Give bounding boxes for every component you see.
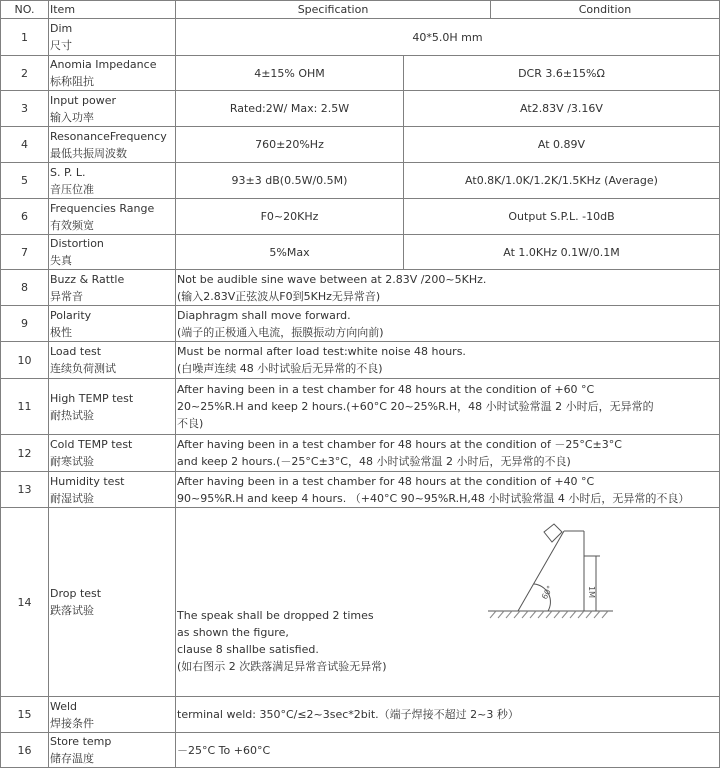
row-no: 1: [1, 19, 49, 56]
item-cn: 最低共振周波数: [50, 146, 127, 160]
row-item: [49, 19, 176, 56]
description-line: and keep 2 hours.(－25°C±3°C，48 小时试验常温 2 小时后，无异常的不良): [177, 455, 571, 468]
row-description: [176, 306, 720, 342]
description-line: Diaphragm shall move forward.: [177, 308, 351, 322]
item-cn: 跌落试验: [50, 604, 94, 617]
table-row: [1, 306, 720, 342]
description-line: (输入2.83V正弦波从F0到5KHz无异常音): [177, 289, 381, 303]
row-spec: 5%Max: [176, 235, 404, 270]
row-item: [49, 91, 176, 127]
item-cn: 连续负荷测试: [50, 362, 116, 375]
item-en: Frequencies Range: [50, 201, 155, 215]
row-no: 5: [1, 163, 49, 199]
description-line: Must be normal after load test:white noise 48 hours.: [177, 345, 466, 358]
table-row: [1, 199, 720, 235]
description-line: (端子的正极通入电流，振膜振动方向向前): [177, 325, 384, 339]
row-spec: 93±3 dB(0.5W/0.5M): [176, 163, 404, 199]
table-row: [1, 91, 720, 127]
row-item: [49, 733, 176, 768]
description-line: terminal weld: 350°C/≤2~3sec*2bit.（端子焊接不超过 2~3 秒）: [177, 708, 519, 721]
item-en: Buzz & Rattle: [50, 272, 125, 286]
row-no: 16: [1, 733, 49, 768]
row-item: [49, 270, 176, 306]
table-row: [1, 56, 720, 91]
table-row: [1, 342, 720, 379]
row-item: [49, 472, 176, 508]
header-item: Item: [49, 1, 176, 19]
row-condition: At2.83V /3.16V: [404, 91, 720, 127]
row-condition: DCR 3.6±15%Ω: [404, 56, 720, 91]
row-no: 11: [1, 379, 49, 435]
drop-test-text: [177, 607, 387, 675]
angle-label: 60°: [539, 584, 555, 601]
row-no: 14: [1, 508, 49, 697]
table-row: [1, 697, 720, 733]
table-row: [1, 127, 720, 163]
row-item: [49, 56, 176, 91]
description-line: The speak shall be dropped 2 times: [177, 609, 374, 622]
row-no: 4: [1, 127, 49, 163]
description-line: After having been in a test chamber for 48 hours at the condition of +40 °C: [177, 474, 595, 488]
row-item: [49, 235, 176, 270]
row-item: [49, 379, 176, 435]
row-description: [176, 733, 720, 768]
table-row: [1, 733, 720, 768]
description-line: Not be audible sine wave between at 2.83V /200~5KHz.: [177, 272, 487, 286]
row-description: [176, 508, 720, 697]
row-no: 6: [1, 199, 49, 235]
table-row: [1, 235, 720, 270]
description-line: －25°C To +60°C: [177, 743, 271, 757]
row-no: 15: [1, 697, 49, 733]
row-spec: 40*5.0H mm: [176, 19, 720, 56]
row-no: 3: [1, 91, 49, 127]
item-cn: 失真: [50, 254, 72, 267]
description-line: (白噪声连续 48 小时试验后无异常的不良): [177, 362, 383, 375]
table-row: [1, 270, 720, 306]
row-item: [49, 342, 176, 379]
item-en: Humidity test: [50, 474, 125, 488]
row-no: 7: [1, 235, 49, 270]
row-condition: At 1.0KHz 0.1W/0.1M: [404, 235, 720, 270]
header-no: NO.: [1, 1, 49, 19]
item-en: Load test: [50, 345, 102, 358]
row-condition: At0.8K/1.0K/1.2K/1.5KHz (Average): [404, 163, 720, 199]
item-en: Drop test: [50, 587, 102, 600]
item-en: Polarity: [50, 308, 92, 322]
row-no: 12: [1, 435, 49, 472]
row-no: 13: [1, 472, 49, 508]
row-condition: At 0.89V: [404, 127, 720, 163]
description-line: (如右图示 2 次跌落满足异常音试验无异常): [177, 660, 387, 673]
header-specification: Specification: [176, 1, 491, 19]
table-row: [1, 19, 720, 56]
item-cn: 极性: [50, 325, 72, 339]
row-item: [49, 163, 176, 199]
row-item: [49, 697, 176, 733]
row-condition: Output S.P.L. -10dB: [404, 199, 720, 235]
description-line: as shown the figure,: [177, 626, 289, 639]
item-en: Store temp: [50, 735, 112, 748]
row-no: 10: [1, 342, 49, 379]
row-item: [49, 508, 176, 697]
row-description: [176, 379, 720, 435]
table-header-row: [1, 1, 720, 19]
item-cn: 焊接条件: [50, 716, 94, 730]
drop-test-figure: [488, 518, 618, 628]
row-item: [49, 435, 176, 472]
item-en: Cold TEMP test: [50, 438, 133, 451]
row-description: [176, 472, 720, 508]
item-cn: 音压位准: [50, 182, 94, 196]
item-cn: 有效频宽: [50, 218, 94, 232]
item-en: Input power: [50, 93, 116, 107]
height-label: 1M: [587, 586, 596, 598]
row-spec: 760±20%Hz: [176, 127, 404, 163]
table-row: [1, 435, 720, 472]
item-cn: 输入功率: [50, 110, 94, 124]
description-line: clause 8 shallbe satisfied.: [177, 643, 319, 656]
header-condition: Condition: [491, 1, 720, 19]
table-row: [1, 163, 720, 199]
row-description: [176, 342, 720, 379]
description-line: 20~25%R.H and keep 2 hours.(+60°C 20~25%R.H，48 小时试验常温 2 小时后，无异常的: [177, 400, 654, 413]
table-row: [1, 472, 720, 508]
description-line: After having been in a test chamber for 48 hours at the condition of －25°C±3°C: [177, 438, 622, 451]
item-cn: 标称阻抗: [50, 75, 94, 88]
description-line: 不良): [177, 417, 204, 430]
item-cn: 耐寒试验: [50, 455, 94, 468]
description-line: After having been in a test chamber for 48 hours at the condition of +60 °C: [177, 383, 595, 396]
row-no: 9: [1, 306, 49, 342]
row-no: 2: [1, 56, 49, 91]
ramp-line: [518, 531, 564, 611]
item-en: S. P. L.: [50, 165, 86, 179]
item-cn: 储存温度: [50, 752, 94, 765]
row-item: [49, 199, 176, 235]
item-en: High TEMP test: [50, 391, 134, 405]
item-en: Distortion: [50, 237, 104, 250]
item-en: ResonanceFrequency: [50, 129, 167, 143]
row-spec: 4±15% OHM: [176, 56, 404, 91]
table-row: [1, 508, 720, 697]
item-cn: 尺寸: [50, 39, 72, 52]
row-no: 8: [1, 270, 49, 306]
row-spec: Rated:2W/ Max: 2.5W: [176, 91, 404, 127]
ground-hatch: [490, 611, 608, 618]
row-description: [176, 270, 720, 306]
item-cn: 耐湿试验: [50, 491, 94, 505]
item-cn: 异常音: [50, 289, 83, 303]
description-line: 90~95%R.H and keep 4 hours. （+40°C 90~95%R.H,48 小时试验常温 4 小时后，无异常的不良）: [177, 491, 690, 505]
row-item: [49, 127, 176, 163]
table-row: [1, 379, 720, 435]
row-spec: F0~20KHz: [176, 199, 404, 235]
item-en: Anomia Impedance: [50, 58, 157, 71]
row-description: [176, 697, 720, 733]
row-item: [49, 306, 176, 342]
item-cn: 耐热试验: [50, 408, 94, 422]
item-en: Weld: [50, 699, 78, 713]
row-description: [176, 435, 720, 472]
item-en: Dim: [50, 22, 73, 35]
